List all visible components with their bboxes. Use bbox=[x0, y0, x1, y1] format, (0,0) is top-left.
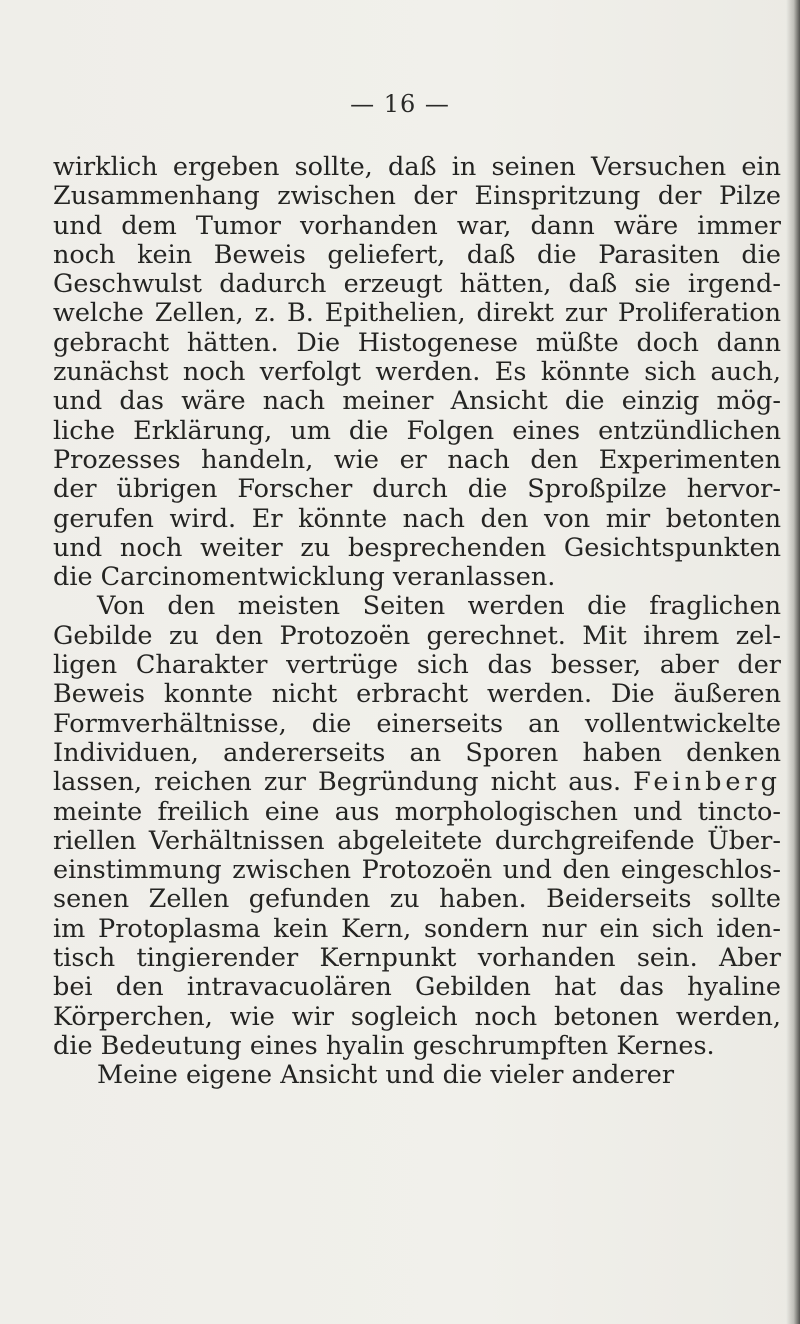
author-name: Feinberg bbox=[633, 767, 782, 798]
page-number: — 16 — bbox=[350, 90, 450, 118]
text-line-27: im Protoplasma kein Kern, sondern nur ein sich iden- bbox=[53, 913, 781, 944]
text-line-16: Von den meisten Seiten werden die fraglichen bbox=[97, 591, 781, 622]
text-line-2: Zusammenhang zwischen der Einspritzung der Pilze bbox=[53, 181, 781, 212]
text-line-12: der übrigen Forscher durch die Sproßpilze hervor- bbox=[53, 474, 781, 505]
page-edge-shadow bbox=[786, 0, 800, 1324]
text-line-19: Beweis konnte nicht erbracht werden. Die äußeren bbox=[53, 679, 781, 710]
text-line-14: und noch weiter zu besprechenden Gesichtspunkten bbox=[53, 532, 781, 563]
text-line-20: Formverhältnisse, die einerseits an vollentwickelte bbox=[53, 708, 781, 739]
text-line-11: Prozesses handeln, wie er nach den Experimenten bbox=[53, 444, 781, 475]
text-line-21: Individuen, andererseits an Sporen haben denken bbox=[53, 737, 781, 768]
text-line-7: gebracht hätten. Die Histogenese müßte doch dann bbox=[53, 327, 781, 358]
text-line-28: tisch tingierender Kernpunkt vorhanden sein. Aber bbox=[53, 943, 781, 974]
text-line-5: Geschwulst dadurch erzeugt hätten, daß sie irgend- bbox=[53, 269, 781, 300]
text-line-26: senen Zellen gefunden zu haben. Beiderseits sollte bbox=[53, 884, 781, 915]
text-line-6: welche Zellen, z. B. Epithelien, direkt zur Proliferation bbox=[53, 298, 781, 329]
text-line-18: ligen Charakter vertrüge sich das besser, aber der bbox=[53, 650, 781, 681]
text-line-4: noch kein Beweis geliefert, daß die Parasiten die bbox=[53, 239, 781, 270]
text-line-32: Meine eigene Ansicht und die vieler anderer bbox=[97, 1060, 675, 1091]
text-line-31: die Bedeutung eines hyalin geschrumpften Kernes. bbox=[53, 1030, 715, 1061]
body-text bbox=[53, 153, 781, 1091]
text-line-30: Körperchen, wie wir sogleich noch betonen werden, bbox=[53, 1001, 781, 1032]
text-line-22-main: lassen, reichen zur Begründung nicht aus. bbox=[53, 767, 622, 798]
text-line-9: und das wäre nach meiner Ansicht die einzig mög- bbox=[53, 386, 781, 417]
text-line-29: bei den intravacuolären Gebilden hat das hyaline bbox=[53, 972, 781, 1003]
text-line-8: zunächst noch verfolgt werden. Es könnte sich auch, bbox=[53, 357, 781, 388]
text-line-1: wirklich ergeben sollte, daß in seinen Versuchen ein bbox=[53, 152, 781, 182]
text-line-3: und dem Tumor vorhanden war, dann wäre immer bbox=[53, 210, 781, 241]
text-line-23: meinte freilich eine aus morphologischen und tincto- bbox=[53, 796, 781, 827]
text-line-24: riellen Verhältnissen abgeleitete durchgreifende Über- bbox=[53, 825, 781, 856]
text-line-10: liche Erklärung, um die Folgen eines entzündlichen bbox=[53, 415, 781, 446]
text-line-13: gerufen wird. Er könnte nach den von mir betonten bbox=[53, 503, 781, 534]
text-line-22 bbox=[53, 768, 781, 797]
text-line-25: einstimmung zwischen Protozoën und den eingeschlos- bbox=[53, 855, 781, 886]
text-line-17: Gebilde zu den Protozoën gerechnet. Mit ihrem zel- bbox=[53, 620, 781, 651]
text-line-15: die Carcinomentwicklung veranlassen. bbox=[53, 562, 556, 593]
